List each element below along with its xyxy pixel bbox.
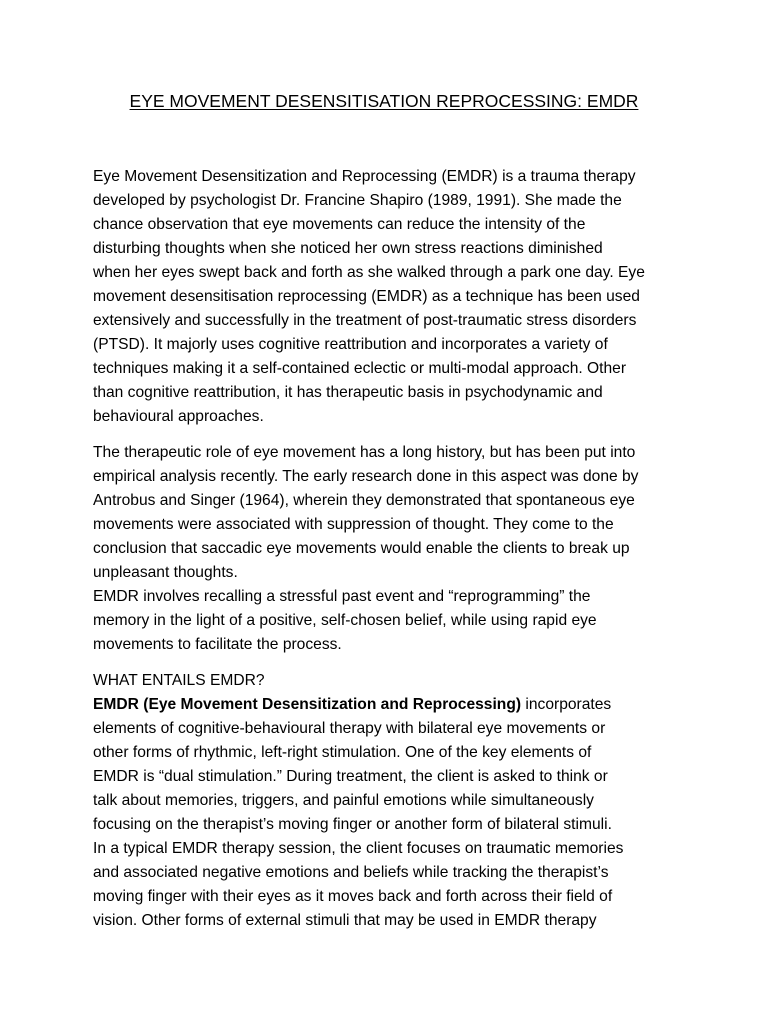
- text-line: (PTSD). It majorly uses cognitive reattribution and incorporates a variety of: [93, 336, 608, 353]
- paragraph-what-entails: [93, 669, 693, 933]
- text-line: movements were associated with suppression of thought. They come to the: [93, 516, 614, 533]
- text-line: EMDR is “dual stimulation.” During treatment, the client is asked to think or: [93, 768, 608, 785]
- document-body: [93, 165, 693, 933]
- text-line: than cognitive reattribution, it has therapeutic basis in psychodynamic and: [93, 384, 603, 401]
- text-line: unpleasant thoughts.: [93, 564, 238, 581]
- text-line: vision. Other forms of external stimuli that may be used in EMDR therapy: [93, 912, 597, 929]
- bold-term: EMDR (Eye Movement Desensitization and Reprocessing): [93, 696, 522, 713]
- text-line: focusing on the therapist’s moving finger or another form of bilateral stimuli.: [93, 816, 612, 833]
- text-line: and associated negative emotions and beliefs while tracking the therapist’s: [93, 864, 609, 881]
- text-line: In a typical EMDR therapy session, the client focuses on traumatic memories: [93, 840, 624, 857]
- text-line: EMDR involves recalling a stressful past event and “reprogramming” the: [93, 588, 591, 605]
- text-line: empirical analysis recently. The early research done in this aspect was done by: [93, 468, 639, 485]
- document-title: EYE MOVEMENT DESENSITISATION REPROCESSING: EMDR: [129, 91, 639, 111]
- text-line: conclusion that saccadic eye movements would enable the clients to break up: [93, 540, 630, 557]
- text-line: developed by psychologist Dr. Francine Shapiro (1989, 1991). She made the: [93, 192, 622, 209]
- text-line: extensively and successfully in the treatment of post-traumatic stress disorders: [93, 312, 637, 329]
- text-line: chance observation that eye movements can reduce the intensity of the: [93, 216, 586, 233]
- text-line: movements to facilitate the process.: [93, 636, 342, 653]
- text-line: memory in the light of a positive, self-chosen belief, while using rapid eye: [93, 612, 597, 629]
- paragraph-history: [93, 441, 693, 657]
- text-line: disturbing thoughts when she noticed her own stress reactions diminished: [93, 240, 603, 257]
- text-line: movement desensitisation reprocessing (EMDR) as a technique has been used: [93, 288, 640, 305]
- text-line: when her eyes swept back and forth as she walked through a park one day. Eye: [93, 264, 645, 281]
- text-line: [93, 693, 693, 717]
- text-line: other forms of rhythmic, left-right stimulation. One of the key elements of: [93, 744, 592, 761]
- text-line: moving finger with their eyes as it moves back and forth across their field of: [93, 888, 613, 905]
- text-line: The therapeutic role of eye movement has a long history, but has been put into: [93, 444, 636, 461]
- text-line: Eye Movement Desensitization and Reprocessing (EMDR) is a trauma therapy: [93, 168, 636, 185]
- text-fragment: incorporates: [521, 696, 612, 713]
- text-line: elements of cognitive-behavioural therapy with bilateral eye movements or: [93, 720, 606, 737]
- section-heading: WHAT ENTAILS EMDR?: [93, 672, 265, 689]
- paragraph-intro: [93, 165, 693, 429]
- text-line: behavioural approaches.: [93, 408, 264, 425]
- text-line: techniques making it a self-contained eclectic or multi-modal approach. Other: [93, 360, 627, 377]
- text-line: talk about memories, triggers, and painful emotions while simultaneously: [93, 792, 594, 809]
- text-line: Antrobus and Singer (1964), wherein they demonstrated that spontaneous eye: [93, 492, 635, 509]
